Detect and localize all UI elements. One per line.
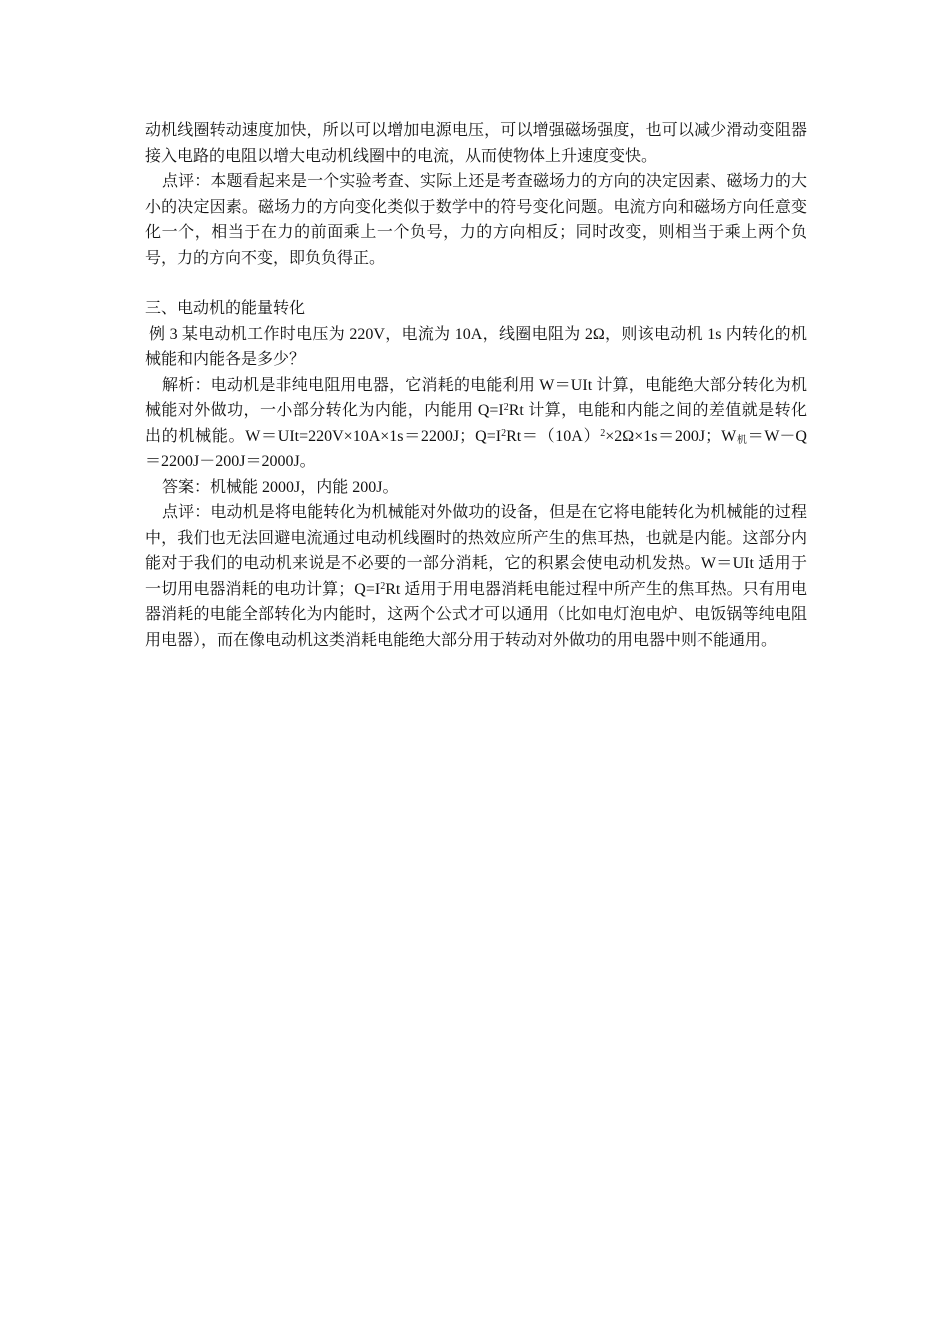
analysis-text-a: 解析：电动机是非纯电阻用电器，它消耗的电能利用 W＝UIt 计算，电能绝大部分转化为机械能对外做功，一小部分转化为内能，内能用 Q=I <box>145 376 807 419</box>
analysis-text-d: ×2Ω×1s＝200J；W <box>605 427 737 445</box>
comment-sup-1: 2 <box>380 580 386 592</box>
paragraph-answer: 答案：机械能 2000J，内能 200J。 <box>162 478 399 496</box>
comment-text-b: Rt 适用于用电器消耗电能过程中所产生的焦耳热。只有用电器消耗的电能全部转化为内能时，这两个公式才可以通用（比如电灯泡电炉、电饭锅等纯电阻用电器），而在像电动机这类消耗电能绝大部分用于转动对外做功的用电器中则不能通用。 <box>145 580 807 649</box>
analysis-text-c: Rt＝（10A） <box>506 427 601 445</box>
analysis-text-e: ＝W－Q＝2200J－200J＝2000J。 <box>145 427 807 470</box>
document-page <box>145 118 807 653</box>
example-3-question: 例 3 某电动机工作时电压为 220V，电流为 10A，线圈电阻为 2Ω，则该电动机 1s 内转化的机械能和内能各是多少？ <box>145 325 807 368</box>
analysis-sub-1: 机 <box>736 434 748 446</box>
comment-text-a: 点评：电动机是将电能转化为机械能对外做功的设备，但是在它将电能转化为机械能的过程中，我们也无法回避电流通过电动机线圈时的热效应所产生的焦耳热，也就是内能。这部分内能对于我们的电动机来说是不必要的一部分消耗，它的积累会使电动机发热。W＝UIt 适用于一切用电器消耗的电功计算；Q=I <box>145 504 807 598</box>
analysis-sup-1: 2 <box>503 402 509 413</box>
paragraph-continuation: 动机线圈转动速度加快，所以可以增加电源电压，可以增强磁场强度，也可以减少滑动变阻器接入电路的电阻以增大电动机线圈中的电流，从而使物体上升速度变快。 <box>145 122 807 165</box>
section-heading: 三、电动机的能量转化 <box>145 300 306 317</box>
paragraph-analysis <box>145 373 807 475</box>
blank-line <box>145 271 807 296</box>
analysis-sup-2: 2 <box>501 427 507 439</box>
paragraph-comment-2 <box>145 500 807 653</box>
paragraph-comment-1: 点评：本题看起来是一个实验考查、实际上还是考查磁场力的方向的决定因素、磁场力的大小的决定因素。磁场力的方向变化类似于数学中的符号变化问题。电流方向和磁场方向任意变化一个，相当于在力的前面乘上一个负号，力的方向相反；同时改变，则相当于乘上两个负号，力的方向不变，即负负得正。 <box>145 173 807 267</box>
analysis-text-b: Rt 计算，电能和内能之间的差值就是转化出的机械能。W＝UIt=220V×10A×1s＝2200J；Q=I <box>145 402 807 445</box>
analysis-sup-3: 2 <box>600 427 606 439</box>
